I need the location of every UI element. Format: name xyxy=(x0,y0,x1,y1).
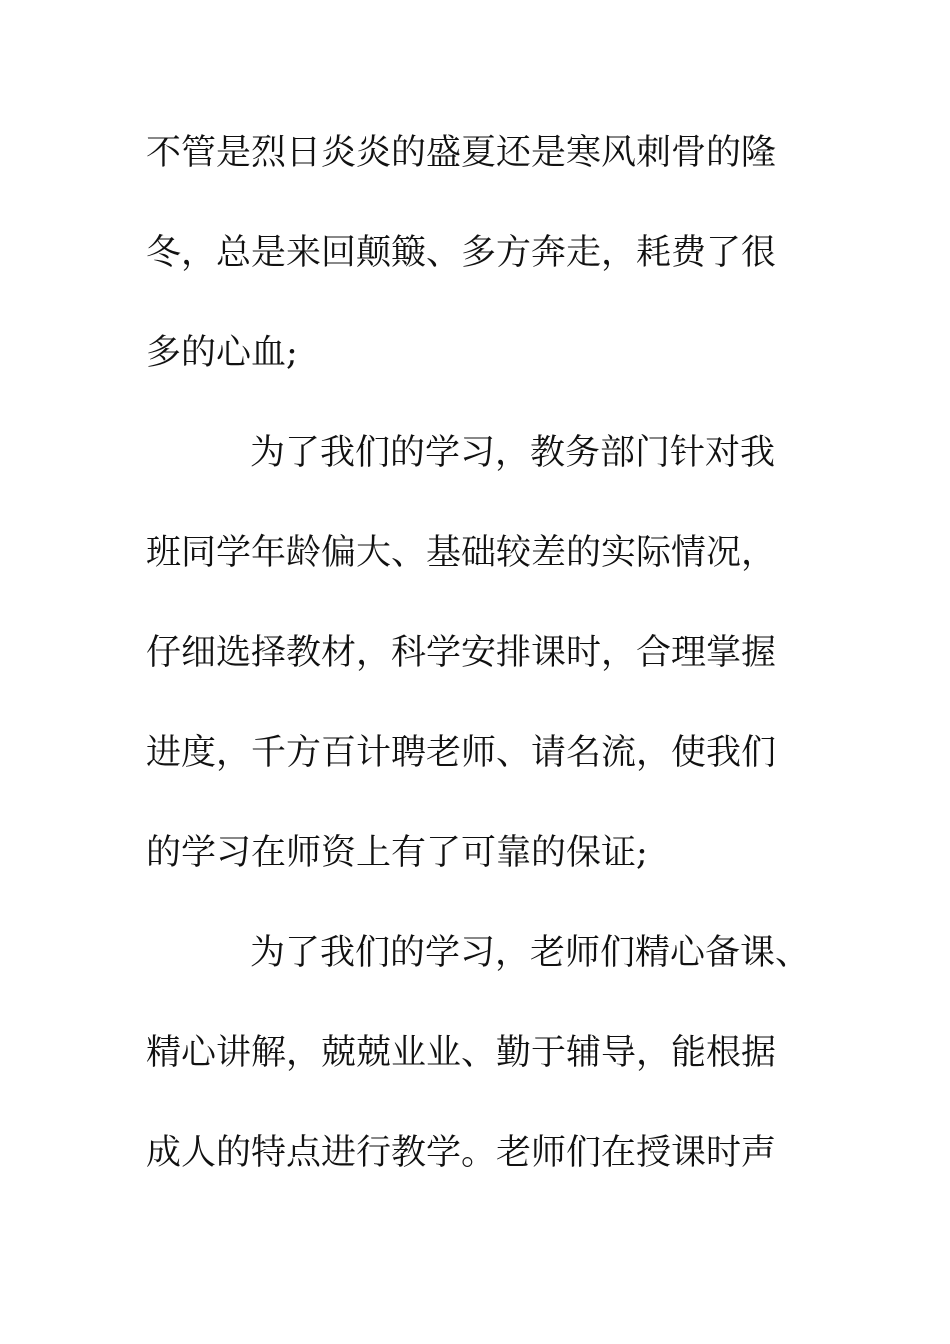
document-body xyxy=(146,128,811,1228)
text-line: 的学习在师资上有了可靠的保证; xyxy=(146,833,648,873)
text-line: 进度，千方百计聘老师、请名流，使我们 xyxy=(146,733,777,773)
text-line: 仔细选择教材，科学安排课时，合理掌握 xyxy=(146,633,777,673)
paragraph-start-line: 为了我们的学习，老师们精心备课、 xyxy=(250,933,811,973)
text-line: 不管是烈日炎炎的盛夏还是寒风刺骨的隆 xyxy=(146,133,777,173)
text-line: 班同学年龄偏大、基础较差的实际情况， xyxy=(146,533,777,573)
paragraph-start-line: 为了我们的学习，教务部门针对我 xyxy=(250,433,776,473)
text-line: 精心讲解，兢兢业业、勤于辅导，能根据 xyxy=(146,1033,777,1073)
text-line: 多的心血; xyxy=(146,333,298,373)
text-line: 冬，总是来回颠簸、多方奔走，耗费了很 xyxy=(146,233,777,273)
text-line: 成人的特点进行教学。老师们在授课时声 xyxy=(146,1133,777,1173)
